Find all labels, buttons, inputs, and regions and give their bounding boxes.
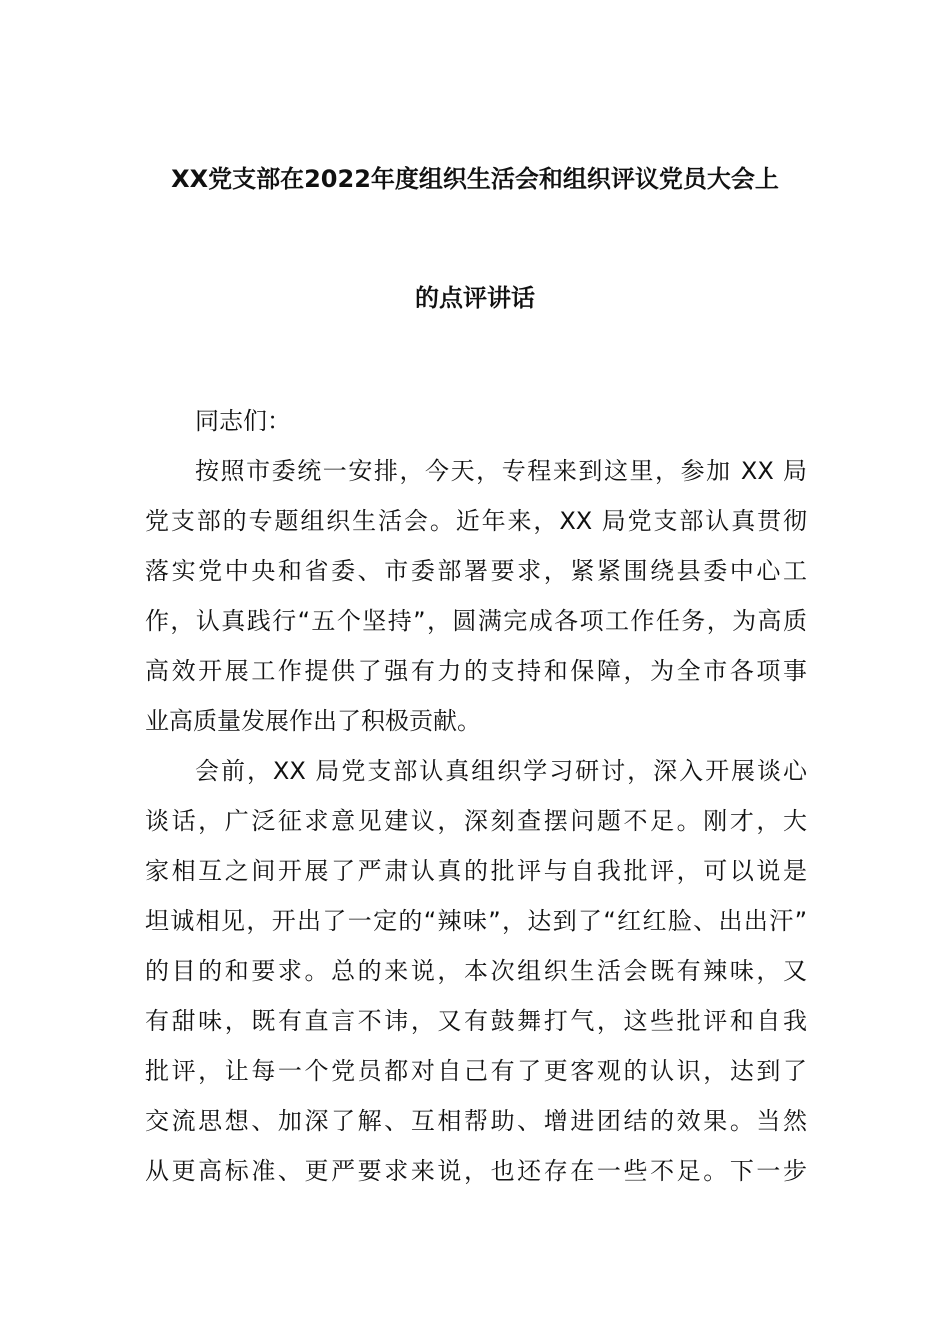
document-title-line-1: XX党支部在2022年度组织生活会和组织评议党员大会上 bbox=[171, 165, 779, 193]
paragraph-2-line: 坦诚相见，开出了一定的“辣味”，达到了“红红脸、出出汗” bbox=[145, 907, 807, 935]
paragraph-1-line: 按照市委统一安排，今天，专程来到这里，参加 XX 局 bbox=[195, 457, 807, 485]
paragraph-1-line: 高效开展工作提供了强有力的支持和保障，为全市各项事 bbox=[145, 657, 807, 685]
paragraph-2-line: 有甜味，既有直言不讳，又有鼓舞打气，这些批评和自我 bbox=[145, 1007, 807, 1035]
paragraph-1-line: 作，认真践行“五个坚持”，圆满完成各项工作任务，为高质 bbox=[145, 607, 807, 635]
paragraph-1-line: 落实党中央和省委、市委部署要求，紧紧围绕县委中心工 bbox=[145, 557, 807, 585]
paragraph-2-line: 会前，XX 局党支部认真组织学习研讨，深入开展谈心 bbox=[195, 757, 807, 785]
paragraph-1-line: 业高质量发展作出了积极贡献。 bbox=[145, 707, 481, 735]
document-title-line-2: 的点评讲话 bbox=[415, 284, 535, 312]
paragraph-1-line: 党支部的专题组织生活会。近年来，XX 局党支部认真贯彻 bbox=[145, 507, 807, 535]
salutation: 同志们： bbox=[195, 407, 291, 435]
paragraph-2-line: 从更高标准、更严要求来说，也还存在一些不足。下一步 bbox=[145, 1157, 807, 1185]
paragraph-2-line: 批评，让每一个党员都对自己有了更客观的认识，达到了 bbox=[145, 1057, 807, 1085]
paragraph-2-line: 交流思想、加深了解、互相帮助、增进团结的效果。当然 bbox=[145, 1107, 807, 1135]
paragraph-2-line: 家相互之间开展了严肃认真的批评与自我批评，可以说是 bbox=[145, 857, 807, 885]
paragraph-2-line: 的目的和要求。总的来说，本次组织生活会既有辣味，又 bbox=[145, 957, 807, 985]
paragraph-2-line: 谈话，广泛征求意见建议，深刻查摆问题不足。刚才，大 bbox=[145, 807, 807, 835]
